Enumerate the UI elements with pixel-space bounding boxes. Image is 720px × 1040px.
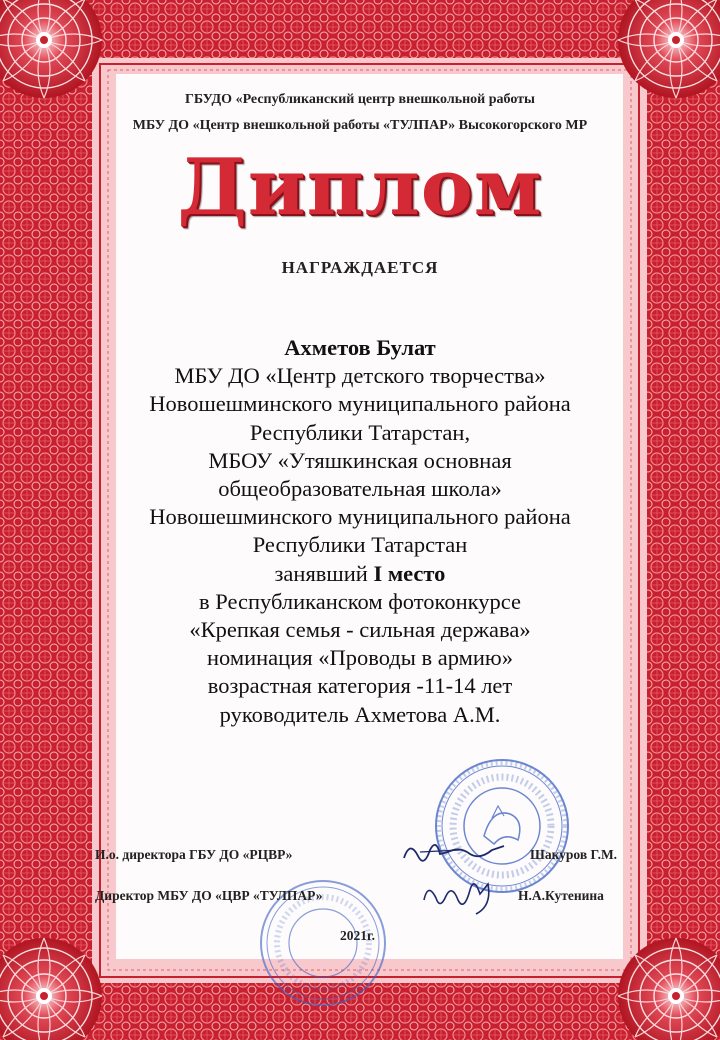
recipient-line: МБУ ДО «Центр детского творчества» [174,363,546,389]
place-prefix: занявший [274,560,374,586]
contest-line: номинация «Проводы в армию» [207,645,513,671]
header-line-2: МБУ ДО «Центр внешкольной работы «ТУЛПАР» Высокогорского МР [132,118,588,133]
recipient-line: Республики Татарстан [252,532,468,558]
header-line-1: ГБУДО «Республиканский центр внешкольной работы [185,92,535,107]
recipient-line: Новошешминского муниципального района [149,504,571,530]
signatory-name-2: Н.А.Кутенина [518,888,604,903]
contest-line: в Республиканском фотоконкурсе [199,588,521,614]
contest-line: «Крепкая семья - сильная держава» [189,617,531,643]
place-line [100,560,620,588]
recipient-line: МБОУ «Утяшкинская основная [208,447,512,473]
signatory-role-1: И.о. директора ГБУ ДО «РЦВР» [95,847,293,862]
recipient-line: Республики Татарстан, [249,419,471,445]
diploma-title: Диплом [177,142,543,233]
contest-line: руководитель Ахметова А.М. [219,701,501,727]
signatory-name-1: Шакуров Г.М. [530,847,618,862]
handwritten-signature-1 [400,832,510,872]
recipient-line: Новошешминского муниципального района [149,391,571,417]
handwritten-signature-2 [418,870,498,920]
place-value: I место [373,560,446,586]
signatory-role-2: Директор МБУ ДО «ЦВР «ТУЛПАР» [95,888,323,903]
recipient-name: Ахметов Булат [284,335,436,360]
awarded-subtitle: НАГРАЖДАЕТСЯ [281,258,439,277]
award-text [100,334,620,729]
recipient-line: общеобразовательная школа» [218,476,502,502]
diploma-year: 2021г. [340,928,375,943]
contest-line: возрастная категория -11-14 лет [207,673,513,699]
